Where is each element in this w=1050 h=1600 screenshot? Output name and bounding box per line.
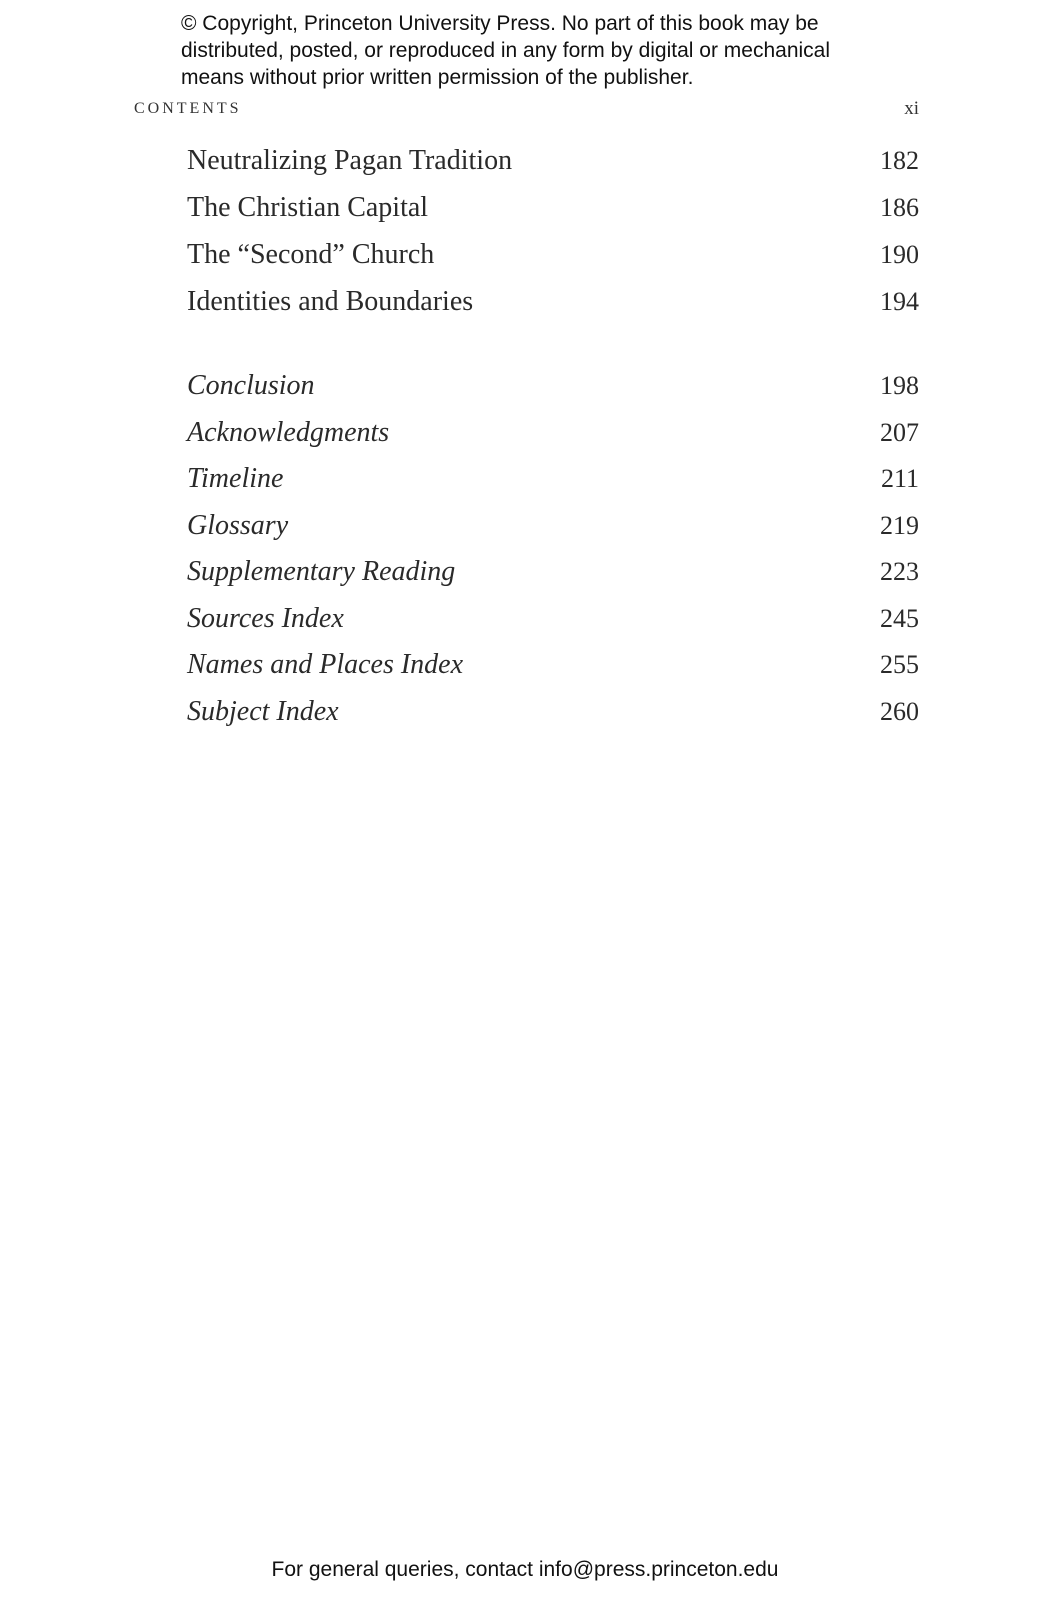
toc-entry-page: 211 [880,464,919,493]
toc-entry-title: Glossary [187,509,289,541]
toc-chapter-section [187,145,919,333]
toc-entry[interactable] [187,417,919,464]
toc-entry-page: 207 [880,417,919,447]
toc-entry-title: The Christian Capital [187,192,429,223]
toc-entry[interactable] [187,286,919,333]
toc-entry[interactable] [187,370,919,417]
toc-entry[interactable] [187,696,919,743]
toc-entry[interactable] [187,145,919,192]
toc-entry-title: Sources Index [187,602,344,634]
copyright-line: means without prior written permission of the publisher. [181,66,694,89]
toc-entry-title: Acknowledgments [187,416,390,448]
toc-entry[interactable] [187,603,919,650]
running-head-label: CONTENTS [134,100,242,117]
toc-entry[interactable] [187,463,919,510]
copyright-line: © Copyright, Princeton University Press. No part of this book may be [181,12,819,35]
toc-entry-title: Supplementary Reading [187,556,456,587]
toc-entry-page: 186 [880,193,919,222]
toc-entry-title: Subject Index [187,695,339,727]
toc-entry-page: 194 [880,287,919,316]
toc-entry-title: Names and Places Index [187,649,464,680]
toc-entry-title: Neutralizing Pagan Tradition [187,145,513,176]
toc-entry[interactable] [187,649,919,696]
toc-entry-page: 198 [880,371,919,400]
toc-entry-page: 260 [880,696,919,726]
page-number: xi [904,98,919,119]
toc-entry-page: 182 [880,146,919,175]
running-head [134,98,919,126]
toc-entry-title: Timeline [187,463,284,494]
toc-entry-page: 245 [880,603,919,633]
toc-entry-title: Identities and Boundaries [187,286,474,317]
toc-entry-title: The “Second” Church [187,239,435,270]
toc-entry-title: Conclusion [187,370,315,401]
copyright-notice [181,10,901,91]
toc-entry-page: 190 [880,240,919,269]
contact-footer: For general queries, contact info@press.princeton.edu [271,1558,779,1581]
toc-entry-page: 223 [880,557,919,586]
toc-entry[interactable] [187,192,919,239]
toc-entry-page: 219 [880,510,919,540]
toc-entry[interactable] [187,239,919,286]
toc-back-matter-section [187,370,919,742]
toc-entry[interactable] [187,556,919,603]
toc-entry-page: 255 [880,650,919,679]
copyright-line: distributed, posted, or reproduced in any form by digital or mechanical [181,39,831,62]
toc-entry[interactable] [187,510,919,557]
